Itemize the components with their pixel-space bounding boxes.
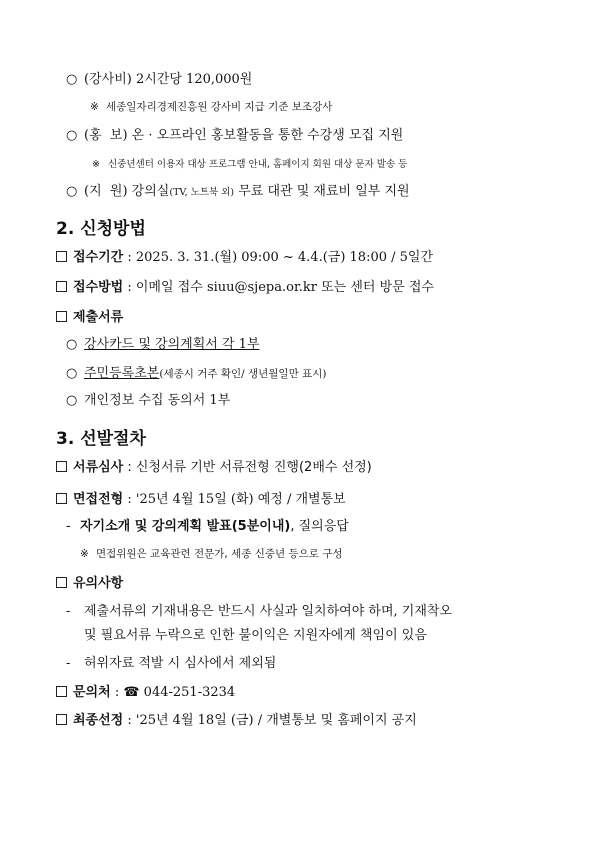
- contact-phone: 044-251-3234: [139, 685, 236, 700]
- screen-line: [56, 456, 372, 475]
- docs-line: [56, 306, 123, 325]
- promo-note-line: [92, 156, 407, 170]
- note-mark: ※: [90, 101, 99, 113]
- fee-line: [66, 68, 252, 87]
- interview-note-line: [80, 546, 343, 561]
- contact-line: [56, 681, 235, 700]
- contact-label: 문의처: [73, 685, 111, 700]
- interview-value: : '25년 4월 15일 (화) 예정 / 개별통보: [123, 492, 346, 507]
- fee-note-line: [90, 99, 332, 114]
- support-value-b: 무료 대관 및 재료비 일부 지원: [238, 184, 410, 199]
- doc2-line: [66, 362, 326, 381]
- dash: -: [66, 604, 71, 619]
- doc2-text: 주민등록초본: [84, 366, 160, 381]
- final-line: [56, 709, 417, 728]
- caution1-a: 제출서류의 기재내용은 반드시 사실과 일치하여야 하며, 기재착오: [84, 604, 452, 619]
- final-label: 최종선정: [73, 713, 124, 728]
- doc1-text: 강사카드 및 강의계획서 각 1부: [84, 337, 260, 352]
- circle-bullet-icon: ○: [66, 184, 78, 199]
- interview-detail-rest: , 질의응답: [290, 519, 349, 534]
- support-label: (지 원): [84, 184, 128, 199]
- checkbox-square-icon: [56, 577, 67, 588]
- dash: -: [66, 656, 71, 671]
- circle-bullet-icon: ○: [66, 337, 78, 352]
- fee-label: (강사비): [84, 72, 132, 87]
- section-3-title: 3. 선발절차: [56, 429, 146, 449]
- fee-note: 세종일자리경제진흥원 강사비 지급 기준 보조강사: [106, 101, 333, 113]
- promo-value: 온 · 오프라인 홍보활동을 통한 수강생 모집 지원: [131, 128, 404, 143]
- contact-sep: :: [110, 685, 124, 700]
- support-line: [66, 180, 410, 199]
- checkbox-square-icon: [56, 714, 67, 725]
- checkbox-square-icon: [56, 686, 67, 697]
- method-value-a: : 이메일 접수: [123, 280, 207, 295]
- interview-label: 면접전형: [73, 492, 124, 507]
- promo-line: [66, 124, 403, 143]
- circle-bullet-icon: ○: [66, 366, 78, 381]
- interview-note: 면접위원은 교육관련 전문가, 세종 신중년 등으로 구성: [96, 548, 343, 560]
- support-value-small: (TV, 노트북 외): [169, 187, 235, 198]
- interview-detail-line: [66, 515, 349, 534]
- note-mark: ※: [92, 159, 100, 170]
- circle-bullet-icon: ○: [66, 393, 78, 408]
- section-2-title: 2. 신청방법: [56, 219, 146, 239]
- method-label: 접수방법: [73, 280, 124, 295]
- caution-line: [56, 572, 123, 591]
- checkbox-square-icon: [56, 281, 67, 292]
- caution-label: 유의사항: [73, 576, 124, 591]
- interview-detail-bold: 자기소개 및 강의계획 발표(5분이내): [80, 519, 291, 534]
- promo-note: 신중년센터 이용자 대상 프로그램 안내, 홈페이지 회원 대상 문자 발송 등: [108, 159, 408, 170]
- telephone-icon: ☎: [123, 685, 140, 700]
- support-value-a: 강의실: [131, 184, 170, 199]
- fee-value: 2시간당 120,000원: [135, 72, 253, 87]
- period-label: 접수기간: [73, 250, 124, 265]
- caution1-b-line: [84, 624, 427, 643]
- checkbox-square-icon: [56, 311, 67, 322]
- checkbox-square-icon: [56, 493, 67, 504]
- note-mark: ※: [80, 548, 89, 560]
- interview-line: [56, 488, 346, 507]
- doc3-text: 개인정보 수집 동의서 1부: [84, 393, 231, 408]
- caution2-line: [66, 652, 276, 671]
- doc2-note: (세종시 거주 확인/ 생년월일만 표시): [159, 368, 327, 380]
- caution1-b: 및 필요서류 누락으로 인한 불이익은 지원자에게 책임이 있음: [84, 628, 427, 643]
- email-link[interactable]: siuu@sjepa.or.kr: [206, 280, 317, 295]
- doc3-line: [66, 389, 230, 408]
- circle-bullet-icon: ○: [66, 72, 78, 87]
- promo-label: (홍 보): [84, 128, 128, 143]
- dash: -: [66, 519, 71, 534]
- method-line: [56, 276, 434, 295]
- final-value: : '25년 4월 18일 (금) / 개별통보 및 홈페이지 공지: [123, 713, 417, 728]
- period-value: : 2025. 3. 31.(월) 09:00 ~ 4.4.(금) 18:00 / 5일간: [123, 250, 434, 265]
- method-value-b: 또는 센터 방문 접수: [316, 280, 434, 295]
- docs-label: 제출서류: [73, 310, 124, 325]
- period-line: [56, 246, 433, 265]
- checkbox-square-icon: [56, 461, 67, 472]
- doc1-line: [66, 333, 260, 352]
- screen-label: 서류심사: [73, 460, 124, 475]
- screen-value: : 신청서류 기반 서류전형 진행(2배수 선정): [123, 460, 372, 475]
- circle-bullet-icon: ○: [66, 128, 78, 143]
- caution1-line: [66, 600, 452, 619]
- caution2: 허위자료 적발 시 심사에서 제외됨: [84, 656, 277, 671]
- checkbox-square-icon: [56, 251, 67, 262]
